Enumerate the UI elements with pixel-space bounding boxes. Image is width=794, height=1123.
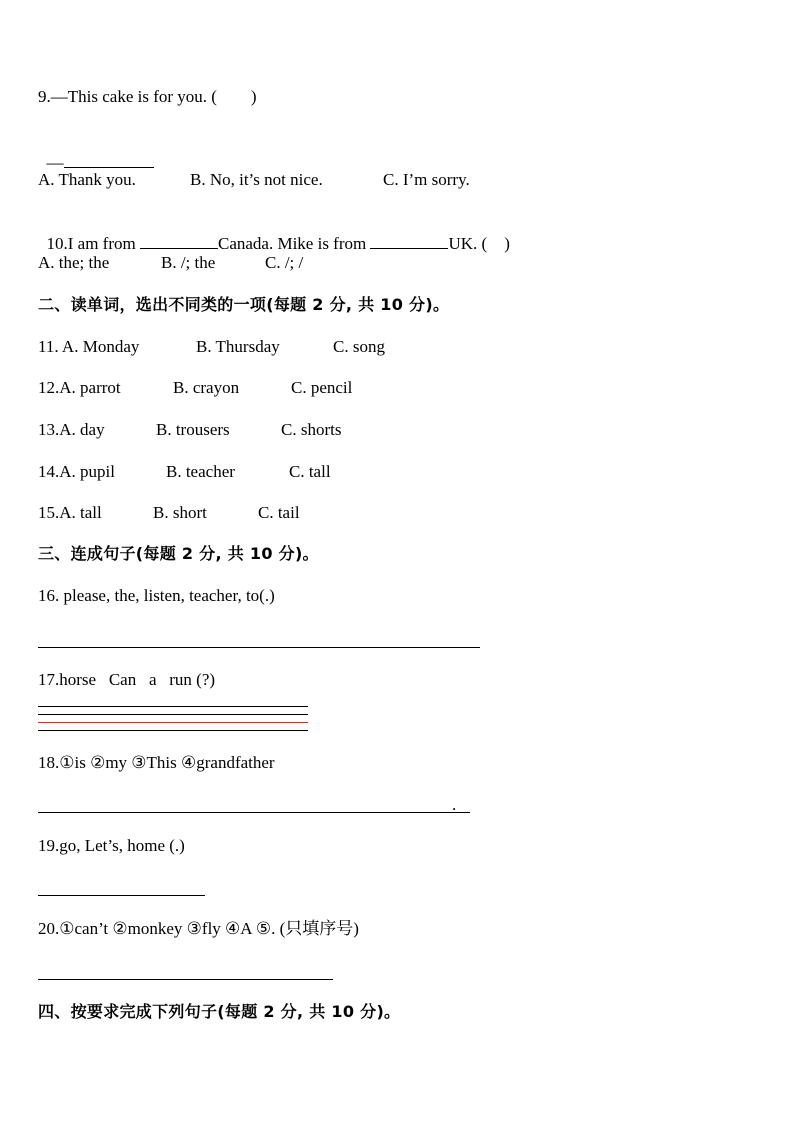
question-10-option-c: C. /; / xyxy=(265,253,304,272)
question-13-option-b: B. trousers xyxy=(156,420,230,439)
question-13-option-a: 13.A. day xyxy=(38,420,105,439)
question-10-part1: 10.I am from xyxy=(46,234,140,253)
section-2-heading: 二、读单词，选出不同类的一项(每题 2 分, 共 10 分)。 xyxy=(38,295,450,314)
answer-blank[interactable] xyxy=(140,233,218,249)
section-3-heading: 三、连成句子(每题 2 分, 共 10 分)。 xyxy=(38,544,319,563)
question-16-answer-line[interactable] xyxy=(38,647,480,648)
section-4-heading: 四、按要求完成下列句子(每题 2 分, 共 10 分)。 xyxy=(38,1002,401,1021)
dash: — xyxy=(46,153,64,172)
question-9-option-b: B. No, it’s not nice. xyxy=(190,170,323,189)
question-11-option-c: C. song xyxy=(333,337,385,356)
question-11-option-a: 11. A. Monday xyxy=(38,337,140,356)
question-18-period: . xyxy=(452,795,457,814)
question-9-answer-prompt xyxy=(38,130,154,174)
question-15-option-c: C. tail xyxy=(258,503,300,522)
question-10-stem xyxy=(38,211,510,255)
question-13-option-c: C. shorts xyxy=(281,420,342,439)
question-19-stem: 19.go, Let’s, home (.) xyxy=(38,836,185,855)
question-11-option-b: B. Thursday xyxy=(196,337,280,356)
question-19-answer-line[interactable] xyxy=(38,895,205,896)
answer-blank[interactable] xyxy=(64,152,154,168)
ruled-line xyxy=(38,714,308,715)
question-10-part3: UK. ( ) xyxy=(448,234,510,253)
question-9-stem: 9.—This cake is for you. ( ) xyxy=(38,87,257,106)
ruled-line xyxy=(38,706,308,707)
question-9-option-c: C. I’m sorry. xyxy=(383,170,470,189)
question-16-stem: 16. please, the, listen, teacher, to(.) xyxy=(38,586,275,605)
question-10-option-a: A. the; the xyxy=(38,253,110,272)
question-15-option-b: B. short xyxy=(153,503,207,522)
question-20-stem: 20.①can’t ②monkey ③fly ④A ⑤. (只填序号) xyxy=(38,919,359,938)
ruled-line[interactable] xyxy=(38,730,308,731)
question-14-option-b: B. teacher xyxy=(166,462,235,481)
question-10-option-b: B. /; the xyxy=(161,253,216,272)
question-9-option-a: A. Thank you. xyxy=(38,170,136,189)
question-20-answer-line[interactable] xyxy=(38,979,333,980)
question-18-answer-line[interactable] xyxy=(38,812,470,813)
question-12-option-c: C. pencil xyxy=(291,378,353,397)
question-17-stem: 17.horse Can a run (?) xyxy=(38,670,216,689)
question-14-option-c: C. tall xyxy=(289,462,331,481)
question-10-part2: Canada. Mike is from xyxy=(217,234,371,253)
question-12-option-a: 12.A. parrot xyxy=(38,378,121,397)
question-12-option-b: B. crayon xyxy=(173,378,240,397)
ruled-line-red xyxy=(38,722,308,723)
question-15-option-a: 15.A. tall xyxy=(38,503,102,522)
question-18-stem: 18.①is ②my ③This ④grandfather xyxy=(38,753,275,772)
answer-blank[interactable] xyxy=(370,233,448,249)
question-14-option-a: 14.A. pupil xyxy=(38,462,115,481)
